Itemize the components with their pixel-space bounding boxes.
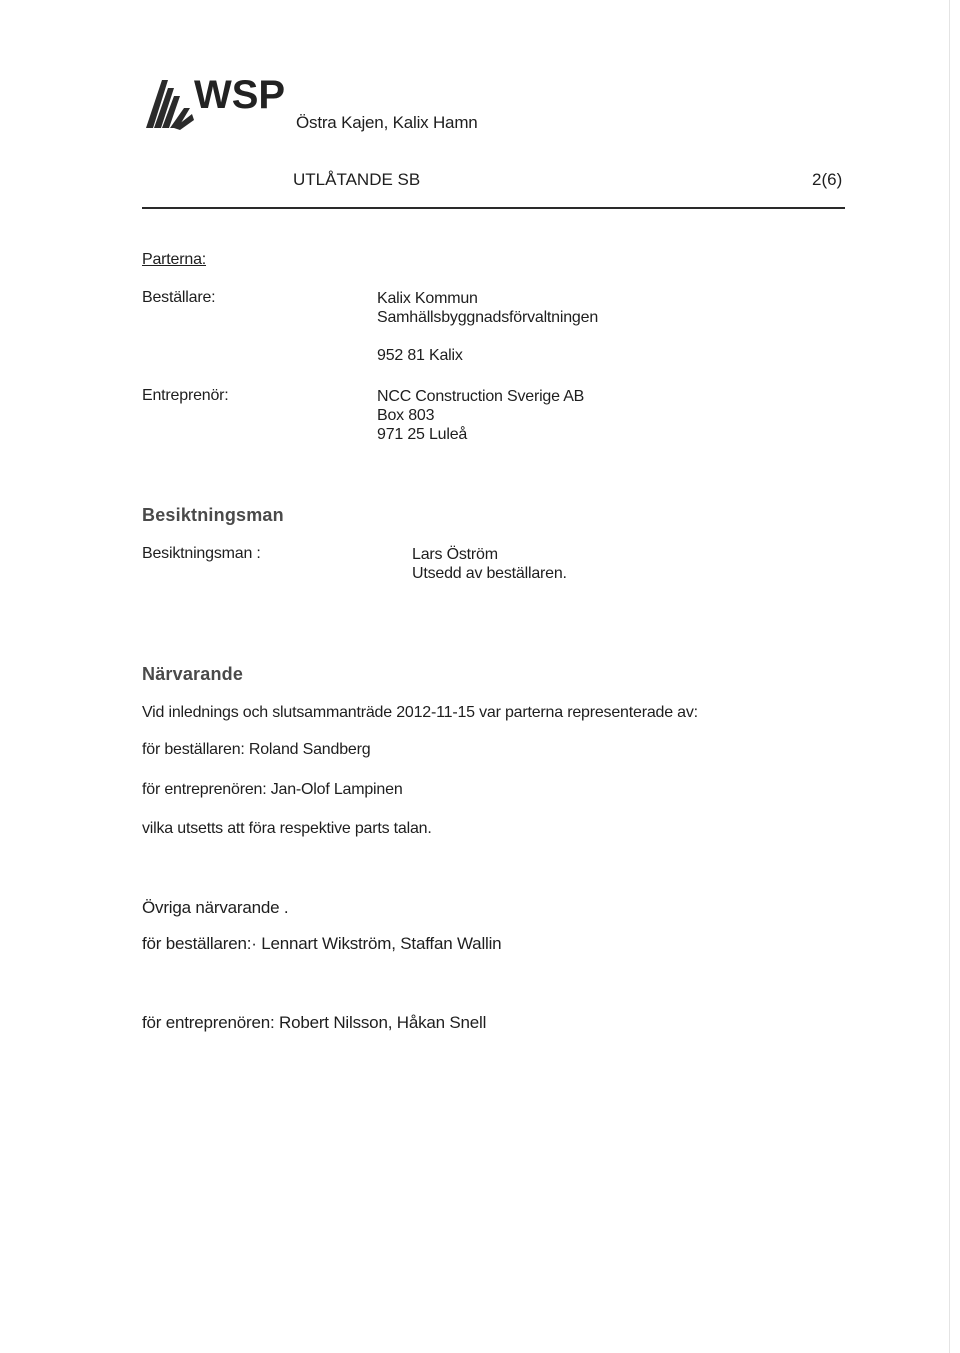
client-postal: 952 81 Kalix	[377, 347, 463, 364]
contractor-label: Entreprenör:	[142, 387, 229, 404]
parties-heading: Parterna:	[142, 251, 207, 268]
client-line: Kalix Kommun	[377, 290, 478, 307]
contractor-address	[377, 387, 584, 444]
client-line: Samhällsbyggnadsförvaltningen	[377, 309, 599, 326]
page-number: 2(6)	[812, 170, 843, 189]
client-address	[377, 289, 598, 327]
svg-text:WSP: WSP	[194, 74, 286, 117]
contractor-line: 971 25 Luleå	[377, 426, 468, 443]
page-edge-line	[949, 0, 950, 1353]
client-label: Beställare:	[142, 289, 216, 306]
others-contractor: för entreprenören: Robert Nilsson, Håkan Snell	[142, 1013, 487, 1032]
present-intro: Vid inlednings och slutsammanträde 2012-11-15 var parterna representerade av:	[142, 704, 698, 721]
client-representative: för beställaren: Roland Sandberg	[142, 741, 371, 758]
contractor-representative: för entreprenören: Jan-Olof Lampinen	[142, 781, 403, 798]
others-client: för beställaren:· Lennart Wikström, Staffan Wallin	[142, 934, 502, 953]
authority-statement: vilka utsetts att föra respektive parts talan.	[142, 820, 432, 837]
contractor-line: NCC Construction Sverige AB	[377, 388, 585, 405]
contractor-line: Box 803	[377, 407, 435, 424]
inspector-label: Besiktningsman :	[142, 545, 261, 562]
inspector-heading: Besiktningsman	[142, 505, 284, 525]
present-heading: Närvarande	[142, 664, 244, 684]
inspector-name: Lars Öström	[412, 546, 498, 563]
others-heading: Övriga närvarande .	[142, 898, 289, 917]
project-title: Östra Kajen, Kalix Hamn	[296, 113, 478, 132]
inspector-details	[412, 545, 567, 583]
header-rule	[142, 207, 845, 209]
inspector-note: Utsedd av beställaren.	[412, 565, 567, 582]
wsp-logo	[144, 74, 304, 134]
document-type: UTLÅTANDE SB	[293, 170, 421, 189]
